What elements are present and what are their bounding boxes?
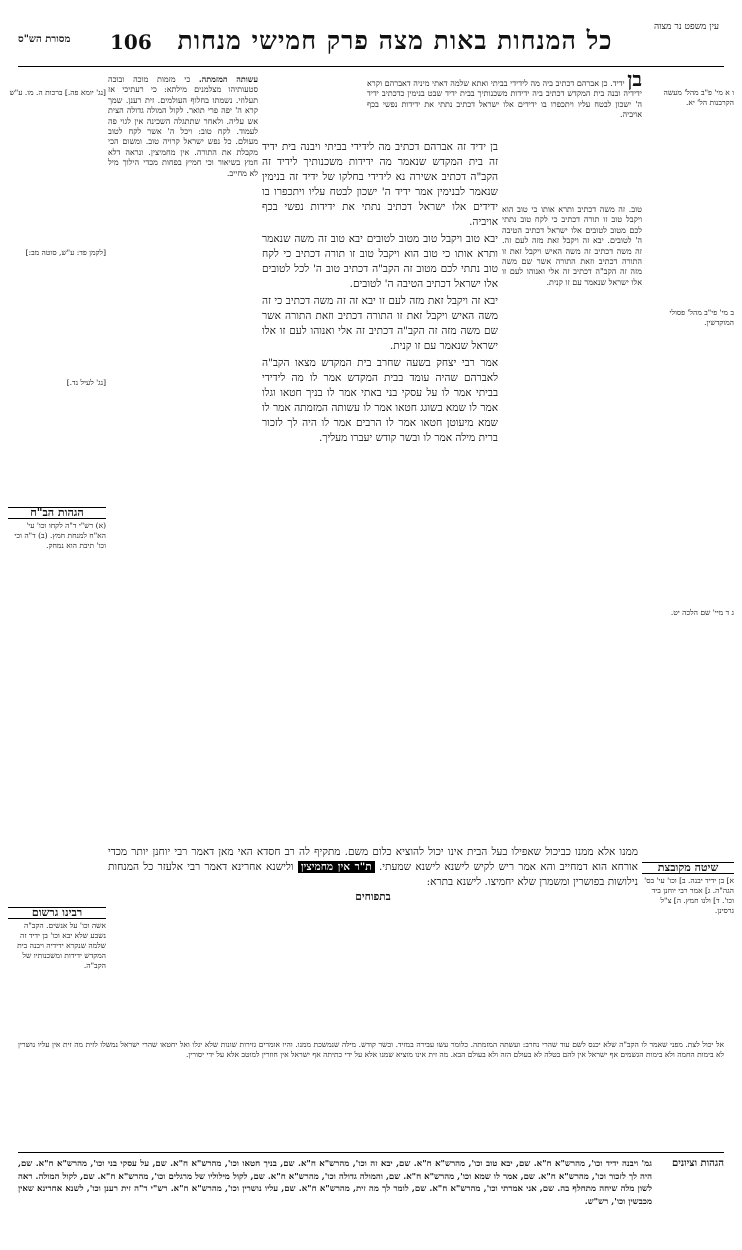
gemara-paragraph: בן ידיד זה אברהם דכתיב מה לידידי בביתי ויבנה בית ידיד זה בית המקדש שנאמר מה ידידות משכנותיך לידיד זה הקב"ה דכתיב אשירה נא לידידי בחלקו של ידיד זה בנימין שנאמר לבנימין אמר ידיד ה' ישכון לבטח עליו ויתכפרו בו ידידים אלו ישראל דכתיב נתתי את ידידות נפשי בכף אויביה.	[262, 141, 498, 228]
rashi-column-lower	[502, 205, 642, 845]
box-text: א] בן ידיד יבנה. ב] וכו' עי' בס' הגה"ה. ג] אמר רבי יוחנן ביד וכו'. ד] ולנו חמץ. ה] צ"ל גרסינן.	[644, 876, 734, 915]
rashi-text: ידיד. כן אברהם דכתיב ביה מה לידידי בביתי ואתא שלמה דאתי מיניה דאברהם וקרא ידידיה ובנה בית המקדש דכתיב ביה ידידות משכנותיך בבית ידיד שבט בנימין כדכתיב ידיד ה' ישכון לבטח עליו ויתכפרו בו ידידים אלו ישראל דכתיב נתתי את ידידות נפשי בכף אויביה.	[367, 79, 642, 120]
hagahot-habach-box	[8, 505, 106, 625]
gemara-text-wide	[108, 845, 638, 1035]
rashi-opening-word: בן	[627, 74, 642, 91]
gemara-text	[262, 140, 498, 840]
rabbeinu-gershom-box	[8, 905, 106, 1035]
gemara-paragraph: יבא טוב ויקבל טוב מטוב לטובים יבא טוב זה משה שנאמר ותרא אותו כי טוב הוא ויקבל טוב זו תורה דכתיב כי לקח טוב נתתי לכם מטוב זה הקב"ה דכתיב טוב ה' לכל לטובים אלו ישראל דכתיב הטיבה ה' לטובים.	[262, 233, 498, 290]
right-margin	[642, 80, 734, 680]
footer-text: גמ' ויבנה ידיד וכו', מהרש"א ח"א. שם, יבא טוב וכו', מהרש"א ח"א. שם, יבא זה וכו', מהרש"א ח"א. שם, בניך חטאו וכו', מהרש"א ח"א. שם, על עסקי בני וכו', מהרש"א ח"א. שם, היה לך לזכור וכו', מהרש"א ח"א. שם, אמר לו שמא וכו', מהרש"א ח"א. שם, והמולה גדולה וכו', מהרש"א ח"א. שם, לקול מילוליו של מרגלים וכו', מהרש"א ח"א. שם, לקול המולה. ראה לשון מלה שיחה מתחלף בה. שם, אני אמרתי וכו', מהרש"א ח"א. שם, לומר לך מה זית, מהרש"א ח"א. שם, עליו נושרין וכו', מהרש"א ח"א. רש"י ד"ה זית רענן וכו', לשנא אחרינא שאין מכבשין וכו', רש"ש.	[18, 1159, 652, 1207]
tosafot-heading: עשותה המזמתה.	[198, 74, 258, 84]
ein-mishpat-label: עין משפט נר מצוה	[653, 22, 720, 32]
mishnah-highlight: ת"ר אין מחמיצין	[298, 861, 375, 873]
left-margin	[8, 80, 106, 500]
gemara-final-word: בתפוחים	[355, 891, 391, 903]
margin-note: ו א מי' פ"ב מהל' מעשה הקרבנות הל' יא.	[663, 87, 734, 107]
tosafot-text: כי מזמות מוכה ובוכה סטעותיהו מצלמנים מילתא: כי רעתיכי אז תעלוזי. נשמתו בחלוף העולמים. זית רענן. שמך קרא ה' יפה פרי תואר. לקול המולה גדולה הצית אש עליה. ולאחר שתתגלה השכינה אין לגוי פה לעמוד. לקח טוב: ויכל ה' אשר לקח לטוב מעולם. כל נפש ישראל קרויה טוב. ומשום הכי מקבלת את התורה. אין מחמיצין. ונראה דלא חמץ בשיאור וכי חמיץ בפחות מכדי הילוך מיל לא מחייב.	[108, 75, 258, 178]
margin-note: ג ד מיי' שם הלכה יט.	[670, 607, 734, 617]
margin-note: [לקמן פד: ע"ש, סוטה מב:]	[25, 247, 106, 257]
footer-title: הגהות וציונים	[671, 1158, 724, 1169]
box-text: אשה וכו' על אנשים. הקב"ה נשבע שלא יבא וכו' בן ידיד זה שלמה שנקרא ידידיה ויבנה בית המקדש ידידות ומשכנותיו של הקב"ה.	[17, 921, 106, 970]
gemara-paragraph: ממנו אלא ממנו כביכול שאפילו בעל הבית אינו יכול להוציא כלום משם. מתקיף לה רב חסדא האי מאן דאמר רבי יוחנן יותר מכדי אורחא הוא דמחייב והא אמר ריש לקיש לישנא לישנא שמעתי.	[108, 846, 638, 873]
header-rule	[18, 66, 724, 67]
bottom-commentary: אל יכול לצת. מפני שאמר לו הקב"ה שלא יכנס לשם עוד שהרי נחרב: ועשתה המזמתה. כלומר עשו עבירה במזיד. ובשר קודש. מילה שנמשכת ממנו. והיו אומרים גזירות שונות שלא יגלו ואל יחטאו שהרי ישראל נמשלו לזית מה זית אין עליו נושרין לא בימות החמה ולא בימות הגשמים אף ישראל אין להם בטלה לא בעולם הזה ולא בעולם הבא. מה זית אינו מוציא שמנו אלא על ידי כתיתה אף ישראל אין חוזרין למוטב אלא על ידי יסורין.	[18, 1040, 724, 1059]
box-title: רבינו גרשום	[8, 907, 106, 919]
margin-note: [נג' יומא פה.] ברכות ה. מו. ע"ש	[9, 87, 106, 97]
page-header	[0, 0, 742, 70]
gemara-paragraph: אמר רבי יצחק בשעה שחרב בית המקדש מצאו הקב"ה לאברהם שהיה עומד בבית המקדש אמר לו מה לידידי בביתי אמר לו על עסקי בני באתי אמר לו בניך חטאו וגלו אמר לו שמא בשוגג חטאו אמר לו עשותה המזמתה אמר לו שמא מיעוטן חטאו אמר לו הרבים אמר לו היה לך לזכור ברית מילה אמר לו ובשר קודש יעברו מעליך.	[262, 357, 498, 444]
box-title: שיטה מקובצת	[642, 862, 734, 874]
page-number: 106	[110, 30, 152, 54]
box-text: (א) רש"י ד"ה לקחו וכו' עי' הא"ח למנחת חמץ. (ב) ד"ה וכי וכו' תיבת הוא נמחק.	[14, 521, 106, 550]
margin-note: ב מי' פי"ב מהל' פסולי המוקדשין.	[669, 307, 734, 327]
rashi-text: טוב. זה משה דכתיב ותרא אותו כי טוב הוא ויקבל טוב זו תורה דכתיב כי לקח טוב נתתי לכם מטוב לטובים אלו ישראל דכתיב הטיבה ה' לטובים. יבא זה ויקבל זאת מזה לעם זה. זה משה דכתיב זה משה האיש ויקבל זאת זו התורה דכתיב וזאת התורה אשר שם משה מזה זה הקב"ה דכתיב זה אלי ואנוהו לעם זו אלו ישראל שנאמר עם זו קנית.	[502, 205, 642, 287]
shita-mekubetzet-box	[642, 860, 734, 1035]
page-title: כל המנחות באות מצה פרק חמישי מנחות	[177, 26, 613, 55]
masoret-hashas-label: מסורת הש"ס	[18, 34, 71, 45]
tosafot-column	[108, 74, 258, 844]
box-title: הגהות הב"ח	[8, 507, 106, 519]
gemara-paragraph: ולישנא אחרינא דאמר רבי אלעזר כל המנחות נילושות בפושרין ומשמרן שלא יחמיצו. לישנא בתרא:	[108, 861, 638, 888]
gemara-paragraph: יבא זה ויקבל זאת מזה לעם זו יבא זה זה משה דכתיב כי זה משה האיש ויקבל זאת זו התורה דכתיב וזאת התורה אשר שם משה מזה זה הקב"ה דכתיב זה אלי ואנוהו לעם זו אלו ישראל שנאמר עם זו קנית.	[262, 295, 498, 352]
margin-note: [נג' לעיל נד.]	[66, 377, 106, 387]
footer-rule	[18, 1152, 724, 1153]
